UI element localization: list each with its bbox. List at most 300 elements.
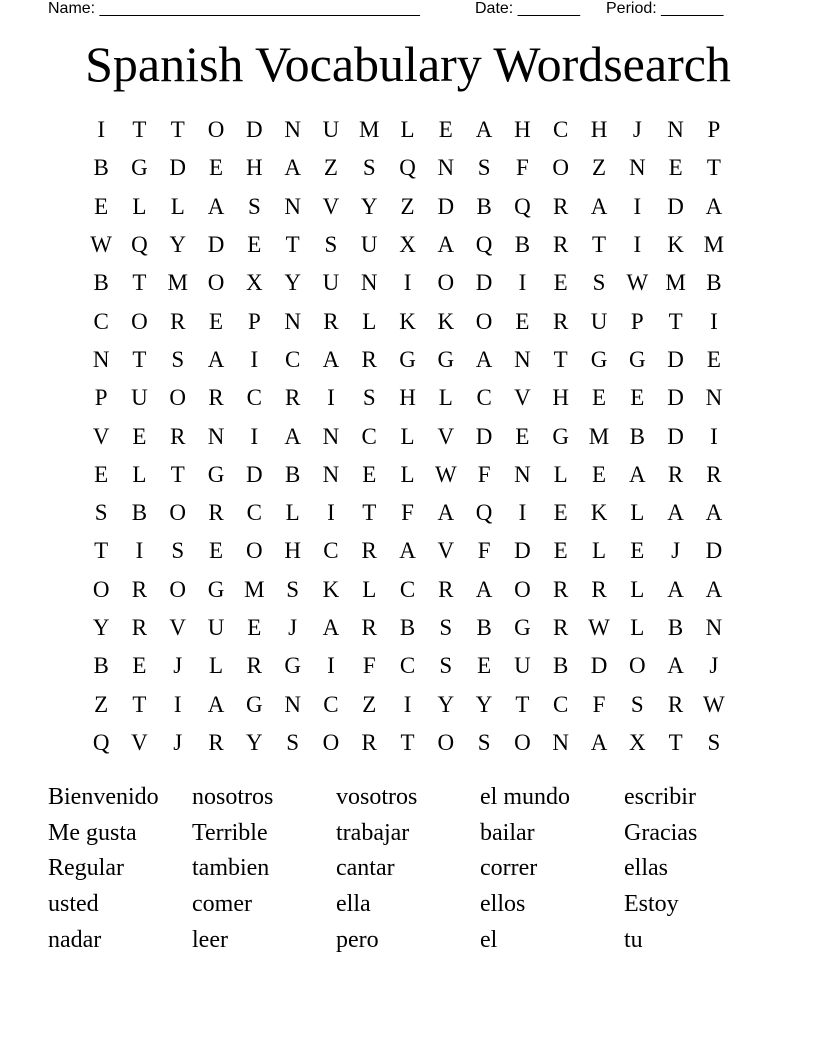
grid-letter: C xyxy=(246,385,262,411)
grid-letter: D xyxy=(475,423,493,449)
word-bank-item: escribir xyxy=(624,784,696,811)
grid-letter: D xyxy=(169,155,187,181)
grid-letter: C xyxy=(246,500,262,526)
grid-letter: N xyxy=(284,117,301,143)
grid-letter: T xyxy=(132,346,147,372)
grid-letter: T xyxy=(132,270,147,296)
grid-letter: O xyxy=(169,500,187,526)
grid-letter: E xyxy=(247,615,262,640)
grid-letter: Y xyxy=(284,270,301,296)
grid-letter: U xyxy=(590,308,608,334)
grid-letter: K xyxy=(590,500,608,526)
grid-letter: A xyxy=(437,500,455,526)
grid-letter: B xyxy=(93,653,109,679)
grid-letter: Y xyxy=(475,691,493,717)
grid-letter: K xyxy=(322,576,340,602)
grid-letter: I xyxy=(97,117,105,143)
grid-letter: W xyxy=(588,615,610,640)
grid-letter: D xyxy=(667,346,684,372)
grid-letter: Q xyxy=(475,500,493,526)
grid-letter: G xyxy=(131,155,148,181)
grid-letter: R xyxy=(361,729,377,755)
word-bank-item: vosotros xyxy=(336,784,418,811)
grid-letter: R xyxy=(553,232,569,258)
grid-letter: E xyxy=(668,155,683,181)
grid-letter: E xyxy=(132,423,147,449)
grid-letter: S xyxy=(439,615,453,640)
grid-letter: G xyxy=(514,615,531,640)
grid-letter: V xyxy=(514,385,531,411)
grid-letter: L xyxy=(591,538,607,564)
word-bank-item: leer xyxy=(192,926,228,953)
grid-letter: S xyxy=(171,538,185,564)
grid-letter: Y xyxy=(437,691,455,717)
grid-letter: A xyxy=(475,346,493,372)
grid-letter: I xyxy=(633,193,642,219)
grid-letter: M xyxy=(359,117,380,143)
grid-letter: T xyxy=(515,691,530,717)
grid-letter: L xyxy=(553,461,568,487)
grid-letter: V xyxy=(131,729,148,755)
grid-letter: C xyxy=(399,653,416,679)
grid-letter: V xyxy=(92,423,110,449)
grid-letter: I xyxy=(710,308,718,334)
grid-letter: A xyxy=(590,193,608,219)
grid-letter: H xyxy=(590,117,608,143)
grid-letter: R xyxy=(208,500,224,526)
grid-letter: E xyxy=(553,270,568,296)
word-bank-item: nosotros xyxy=(192,784,274,811)
word-bank-item: Bienvenido xyxy=(48,784,159,811)
word-bank-item: nadar xyxy=(48,926,102,953)
grid-letter: S xyxy=(362,385,376,411)
grid-letter: R xyxy=(553,193,569,219)
grid-letter: C xyxy=(284,346,301,372)
grid-letter: N xyxy=(514,461,531,487)
grid-letter: E xyxy=(591,385,607,411)
grid-letter: O xyxy=(552,155,570,181)
word-bank-item: el mundo xyxy=(480,784,570,811)
grid-letter: P xyxy=(247,308,261,334)
grid-letter: B xyxy=(131,500,148,526)
grid-letter: J xyxy=(288,615,298,640)
grid-letter: E xyxy=(515,423,530,449)
grid-letter: R xyxy=(553,576,569,602)
grid-letter: S xyxy=(171,346,185,372)
grid-letter: B xyxy=(667,615,684,640)
page-title: Spanish Vocabulary Wordsearch xyxy=(85,36,731,92)
grid-letter: R xyxy=(208,385,224,411)
word-bank-item: Me gusta xyxy=(48,819,137,846)
grid-letter: L xyxy=(438,385,453,411)
name-field-label: Name: ____________________________________ xyxy=(48,0,420,17)
grid-letter: O xyxy=(514,729,531,755)
word-bank-item: correr xyxy=(480,855,538,882)
grid-letter: K xyxy=(667,232,684,258)
grid-letter: T xyxy=(591,232,607,258)
grid-letter: S xyxy=(247,193,261,219)
grid-letter: E xyxy=(591,461,607,487)
grid-letter: A xyxy=(475,576,493,602)
grid-letter: V xyxy=(437,538,455,564)
grid-letter: R xyxy=(667,461,684,487)
grid-letter: G xyxy=(246,691,263,717)
grid-letter: E xyxy=(362,461,377,487)
grid-letter: N xyxy=(705,385,723,411)
grid-letter: L xyxy=(170,193,185,219)
grid-letter: E xyxy=(247,232,262,258)
grid-letter: D xyxy=(475,270,493,296)
word-bank-item: el xyxy=(480,926,498,953)
grid-letter: S xyxy=(477,155,491,181)
grid-letter: A xyxy=(322,346,340,372)
grid-letter: I xyxy=(710,423,718,449)
grid-letter: I xyxy=(250,346,259,372)
grid-letter: T xyxy=(668,308,683,334)
grid-letter: L xyxy=(362,576,377,602)
grid-letter: R xyxy=(591,576,607,602)
grid-letter: Q xyxy=(475,232,493,258)
grid-letter: Y xyxy=(169,232,187,258)
grid-letter: D xyxy=(514,538,531,564)
grid-letter: T xyxy=(132,117,147,143)
grid-letter: B xyxy=(514,232,531,258)
grid-letter: A xyxy=(475,117,493,143)
grid-letter: N xyxy=(284,691,301,717)
grid-letter: A xyxy=(667,500,684,526)
grid-letter: T xyxy=(170,461,185,487)
grid-letter: V xyxy=(322,193,340,219)
grid-letter: U xyxy=(514,653,531,679)
word-bank-item: pero xyxy=(336,926,379,953)
grid-letter: G xyxy=(437,346,455,372)
grid-letter: M xyxy=(167,270,188,296)
grid-letter: D xyxy=(246,461,263,487)
grid-letter: I xyxy=(518,500,527,526)
grid-letter: A xyxy=(705,576,723,602)
grid-letter: T xyxy=(170,117,185,143)
grid-letter: O xyxy=(475,308,493,334)
grid-letter: A xyxy=(207,193,225,219)
period-field-label: Period: _______ xyxy=(606,0,724,17)
grid-letter: P xyxy=(94,385,108,411)
grid-letter: L xyxy=(285,500,300,526)
grid-letter: N xyxy=(284,308,301,334)
grid-letter: T xyxy=(706,155,721,181)
grid-letter: M xyxy=(244,576,265,602)
grid-letter: V xyxy=(437,423,455,449)
grid-letter: C xyxy=(553,691,569,717)
grid-letter: D xyxy=(590,653,608,679)
grid-letter: L xyxy=(132,461,147,487)
grid-letter: N xyxy=(360,270,378,296)
grid-letter: R xyxy=(208,729,224,755)
grid-letter: I xyxy=(250,423,259,449)
grid-letter: A xyxy=(399,538,416,564)
grid-letter: E xyxy=(515,308,530,334)
grid-letter: O xyxy=(628,653,646,679)
word-bank-item: comer xyxy=(192,891,252,918)
grid-letter: N xyxy=(322,461,340,487)
grid-letter: U xyxy=(360,232,378,258)
grid-letter: E xyxy=(209,308,224,334)
grid-letter: U xyxy=(322,270,340,296)
grid-letter: A xyxy=(322,615,340,640)
grid-letter: G xyxy=(399,346,416,372)
grid-letter: D xyxy=(207,232,225,258)
grid-letter: I xyxy=(327,653,335,679)
word-bank-item: Regular xyxy=(48,855,124,882)
grid-letter: E xyxy=(438,117,453,143)
grid-letter: O xyxy=(207,270,225,296)
grid-letter: C xyxy=(93,308,109,334)
grid-letter: J xyxy=(632,117,642,143)
grid-letter: L xyxy=(362,308,377,334)
grid-letter: G xyxy=(628,346,646,372)
grid-letter: A xyxy=(705,193,723,219)
grid-letter: X xyxy=(246,270,263,296)
grid-letter: T xyxy=(668,729,683,755)
grid-letter: I xyxy=(327,385,335,411)
grid-letter: V xyxy=(169,615,187,640)
grid-letter: J xyxy=(173,653,183,679)
grid-letter: N xyxy=(437,155,455,181)
grid-letter: N xyxy=(514,346,531,372)
grid-letter: K xyxy=(437,308,455,334)
grid-letter: J xyxy=(671,538,681,564)
grid-letter: S xyxy=(592,270,606,296)
grid-letter: S xyxy=(94,500,108,526)
grid-letter: A xyxy=(590,729,608,755)
grid-letter: L xyxy=(630,576,645,602)
grid-letter: O xyxy=(131,308,148,334)
grid-letter: O xyxy=(92,576,110,602)
grid-letter: O xyxy=(169,385,187,411)
grid-letter: C xyxy=(476,385,492,411)
grid-letter: A xyxy=(284,155,301,181)
grid-letter: O xyxy=(514,576,531,602)
grid-letter: D xyxy=(667,193,684,219)
grid-letter: A xyxy=(284,423,301,449)
grid-letter: S xyxy=(362,155,376,181)
word-bank-item: trabajar xyxy=(336,819,410,846)
grid-letter: I xyxy=(633,232,642,258)
word-bank-item: tu xyxy=(624,926,643,953)
grid-letter: D xyxy=(667,385,684,411)
grid-letter: R xyxy=(361,615,377,640)
grid-letter: A xyxy=(207,691,225,717)
grid-letter: G xyxy=(552,423,570,449)
grid-letter: E xyxy=(553,538,568,564)
grid-letter: A xyxy=(667,576,684,602)
grid-letter: B xyxy=(284,461,301,487)
grid-letter: A xyxy=(667,653,684,679)
grid-letter: O xyxy=(207,117,225,143)
grid-letter: L xyxy=(630,500,645,526)
grid-letter: M xyxy=(588,423,610,449)
grid-letter: J xyxy=(173,729,183,755)
grid-letter: N xyxy=(92,346,110,372)
grid-letter: W xyxy=(626,270,649,296)
grid-letter: E xyxy=(477,653,492,679)
grid-letter: L xyxy=(400,117,415,143)
grid-letter: E xyxy=(209,538,224,564)
grid-letter: Q xyxy=(514,193,531,219)
word-bank-item: ellas xyxy=(624,855,668,882)
grid-letter: Q xyxy=(131,232,148,258)
grid-letter: G xyxy=(284,653,301,679)
grid-letter: E xyxy=(630,538,645,564)
grid-letter: F xyxy=(516,155,529,181)
grid-letter: E xyxy=(553,500,568,526)
grid-letter: R xyxy=(284,385,301,411)
grid-letter: Z xyxy=(323,155,338,181)
grid-letter: C xyxy=(553,117,569,143)
grid-letter: I xyxy=(135,538,144,564)
grid-letter: N xyxy=(705,615,723,640)
grid-letter: N xyxy=(322,423,340,449)
grid-letter: H xyxy=(552,385,570,411)
grid-letter: R xyxy=(361,346,377,372)
grid-letter: F xyxy=(477,538,491,564)
grid-letter: F xyxy=(592,691,606,717)
grid-letter: H xyxy=(246,155,263,181)
grid-letter: B xyxy=(476,193,492,219)
grid-letter: R xyxy=(667,691,684,717)
grid-letter: B xyxy=(476,615,492,640)
grid-letter: Y xyxy=(92,615,110,640)
grid-letter: A xyxy=(705,500,723,526)
grid-letter: B xyxy=(93,270,109,296)
grid-letter: T xyxy=(553,346,568,372)
grid-letter: R xyxy=(323,308,339,334)
grid-letter: S xyxy=(477,729,491,755)
grid-letter: Q xyxy=(399,155,416,181)
grid-letter: G xyxy=(207,576,225,602)
grid-letter: E xyxy=(209,155,224,181)
grid-letter: U xyxy=(207,615,225,640)
date-field-label: Date: _______ xyxy=(475,0,580,17)
word-bank-item: bailar xyxy=(480,819,535,846)
grid-letter: P xyxy=(707,117,721,143)
grid-letter: I xyxy=(518,270,527,296)
grid-letter: T xyxy=(400,729,415,755)
grid-letter: S xyxy=(630,691,644,717)
grid-letter: B xyxy=(399,615,416,640)
grid-letter: E xyxy=(94,461,109,487)
grid-letter: L xyxy=(209,653,224,679)
grid-letter: G xyxy=(207,461,225,487)
grid-letter: L xyxy=(630,615,645,640)
grid-letter: R xyxy=(706,461,722,487)
grid-letter: N xyxy=(207,423,225,449)
grid-letter: I xyxy=(173,691,182,717)
word-bank-item: cantar xyxy=(336,855,395,882)
worksheet-header xyxy=(48,0,768,18)
letter-grid xyxy=(82,111,733,762)
grid-letter: A xyxy=(437,232,455,258)
grid-letter: Y xyxy=(246,729,263,755)
grid-letter: D xyxy=(437,193,455,219)
grid-letter: Z xyxy=(362,691,377,717)
grid-letter: T xyxy=(132,691,147,717)
grid-letter: W xyxy=(703,691,725,717)
grid-letter: H xyxy=(284,538,301,564)
grid-letter: W xyxy=(90,232,112,258)
word-bank-item: ella xyxy=(336,891,371,918)
grid-letter: E xyxy=(706,346,721,372)
grid-letter: R xyxy=(131,576,148,602)
grid-letter: S xyxy=(439,653,453,679)
grid-letter: L xyxy=(400,461,415,487)
grid-letter: R xyxy=(553,615,569,640)
grid-letter: A xyxy=(207,346,225,372)
grid-letter: R xyxy=(246,653,262,679)
grid-letter: C xyxy=(361,423,377,449)
grid-letter: R xyxy=(361,538,377,564)
grid-letter: E xyxy=(630,385,645,411)
grid-letter: U xyxy=(322,117,340,143)
word-bank-item: Gracias xyxy=(624,819,698,846)
word-bank-item: tambien xyxy=(192,855,270,882)
grid-letter: O xyxy=(246,538,263,564)
grid-letter: O xyxy=(322,729,340,755)
grid-letter: X xyxy=(628,729,646,755)
grid-letter: B xyxy=(553,653,569,679)
grid-letter: W xyxy=(434,461,457,487)
grid-letter: Y xyxy=(360,193,378,219)
grid-letter: T xyxy=(285,232,300,258)
grid-letter: B xyxy=(629,423,645,449)
grid-letter: X xyxy=(399,232,416,258)
word-bank-item: Terrible xyxy=(192,819,268,846)
grid-letter: R xyxy=(131,615,148,640)
word-bank-item: ellos xyxy=(480,891,526,918)
grid-letter: S xyxy=(707,729,721,755)
grid-letter: S xyxy=(286,729,300,755)
grid-letter: L xyxy=(132,193,147,219)
grid-letter: S xyxy=(286,576,300,602)
grid-letter: Z xyxy=(400,193,415,219)
grid-letter: I xyxy=(327,500,335,526)
grid-letter: R xyxy=(553,308,569,334)
grid-letter: T xyxy=(362,500,377,526)
grid-letter: H xyxy=(514,117,531,143)
grid-letter: E xyxy=(94,193,109,219)
grid-letter: B xyxy=(93,155,109,181)
grid-letter: Z xyxy=(591,155,607,181)
grid-letter: J xyxy=(709,653,719,679)
grid-letter: N xyxy=(284,193,301,219)
grid-letter: O xyxy=(437,729,455,755)
grid-letter: R xyxy=(438,576,454,602)
grid-letter: N xyxy=(628,155,646,181)
grid-letter: M xyxy=(703,232,725,258)
grid-letter: I xyxy=(403,270,412,296)
word-bank xyxy=(48,780,768,958)
grid-letter: F xyxy=(477,461,491,487)
grid-letter: K xyxy=(399,308,416,334)
grid-letter: Q xyxy=(92,729,110,755)
grid-letter: G xyxy=(590,346,608,372)
grid-letter: D xyxy=(246,117,263,143)
grid-letter: H xyxy=(399,385,416,411)
grid-letter: R xyxy=(170,308,186,334)
grid-letter: N xyxy=(667,117,684,143)
grid-letter: C xyxy=(323,538,339,564)
grid-letter: C xyxy=(399,576,416,602)
grid-letter: P xyxy=(630,308,644,334)
